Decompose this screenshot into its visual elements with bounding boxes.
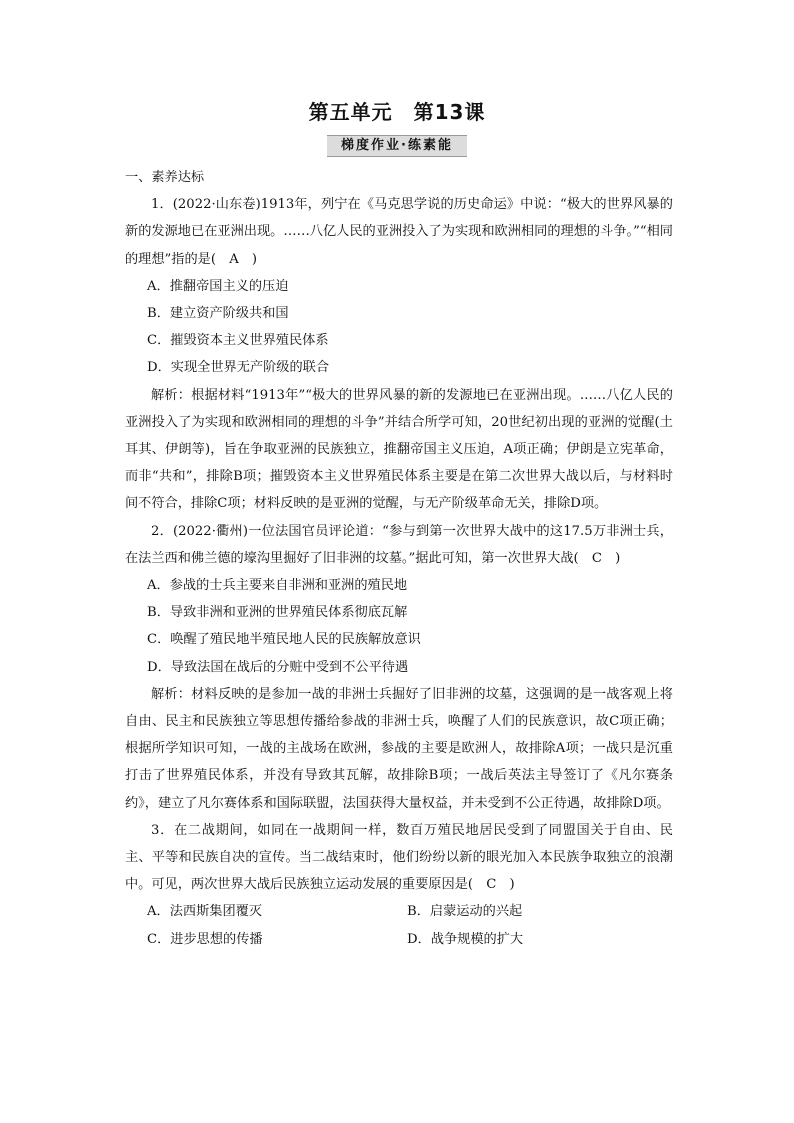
question-1-option-d: D．实现全世界无产阶级的联合	[147, 360, 330, 376]
question-2-option-a: A．参战的士兵主要来自非洲和亚洲的殖民地	[147, 578, 408, 594]
section-heading: 一、素养达标	[125, 170, 205, 185]
question-3-option-b: B．启蒙运动的兴起	[407, 904, 523, 920]
question-3-option-a: A．法西斯集团覆灭	[147, 904, 263, 920]
question-2-option-b: B．导致非洲和亚洲的世界殖民体系彻底瓦解	[147, 605, 408, 621]
question-1-analysis: 解析：根据材料“1913年”“极大的世界风暴的新的发源地已在亚洲出现。……八亿人民的亚洲投入了为实现和欧洲相同的理想的斗争”并结合所学可知，20世纪初出现的亚洲的觉醒(土耳其、伊朗等)，旨在争取亚洲的民族独立，推翻帝国主义压迫，A项正确；伊朗是立宪革命，而非“共和”，排除B项；摧毁资本主义世界殖民体系主要是在第二次世界大战以后，与材料时间不符合，排除C项；材料反映的是亚洲的觉醒，与无产阶级革命无关，排除D项。	[125, 387, 673, 512]
question-1-option-b: B．建立资产阶级共和国	[147, 306, 289, 322]
exercise-content	[125, 164, 673, 953]
question-2-option-d: D．导致法国在战后的分赃中受到不公平待遇	[147, 659, 409, 675]
section-banner: 梯度作业·练素能	[327, 135, 467, 157]
question-3-stem: 3．在二战期间，如同在一战期间一样，数百万殖民地居民受到了同盟国关于自由、民主、平等和民族自决的宣传。当二战结束时，他们纷纷以新的眼光加入本民族争取独立的浪潮中。可见，两次世界大战后民族独立运动发展的重要原因是( C )	[125, 822, 673, 893]
question-3-options-row-1	[125, 898, 673, 925]
question-2-analysis: 解析：材料反映的是参加一战的非洲士兵掘好了旧非洲的坟墓，这强调的是一战客观上将自由、民主和民族独立等思想传播给参战的非洲士兵，唤醒了人们的民族意识，故C项正确；根据所学知识可知，一战的主战场在欧洲，参战的主要是欧洲人，故排除A项；一战只是沉重打击了世界殖民体系，并没有导致其瓦解，故排除B项；一战后英法主导签订了《凡尔赛条约》，建立了凡尔赛体系和国际联盟，法国获得大量权益，并未受到不公正待遇，故排除D项。	[125, 686, 673, 811]
question-1-option-a: A．推翻帝国主义的压迫	[147, 278, 289, 294]
page-title: 第五单元 第13课	[308, 100, 486, 124]
question-3-option-d: D．战争规模的扩大	[407, 931, 524, 947]
question-2-option-c: C．唤醒了殖民地半殖民地人民的民族解放意识	[147, 632, 421, 648]
question-2-stem: 2．(2022·衢州)一位法国官员评论道：“参与到第一次世界大战中的这17.5万非洲士兵，在法兰西和佛兰德的壕沟里掘好了旧非洲的坟墓。”据此可知，第一次世界大战( C )	[125, 523, 673, 566]
question-1-stem: 1．(2022·山东卷)1913年，列宁在《马克思学说的历史命运》中说：“极大的世界风暴的新的发源地已在亚洲出现。……八亿人民的亚洲投入了为实现和欧洲相同的理想的斗争。”“相同的理想”指的是( A )	[125, 197, 673, 267]
question-3-option-c: C．进步思想的传播	[147, 931, 263, 947]
question-1-option-c: C．摧毁资本主义世界殖民体系	[147, 333, 329, 349]
question-3-options-row-2	[125, 926, 673, 953]
